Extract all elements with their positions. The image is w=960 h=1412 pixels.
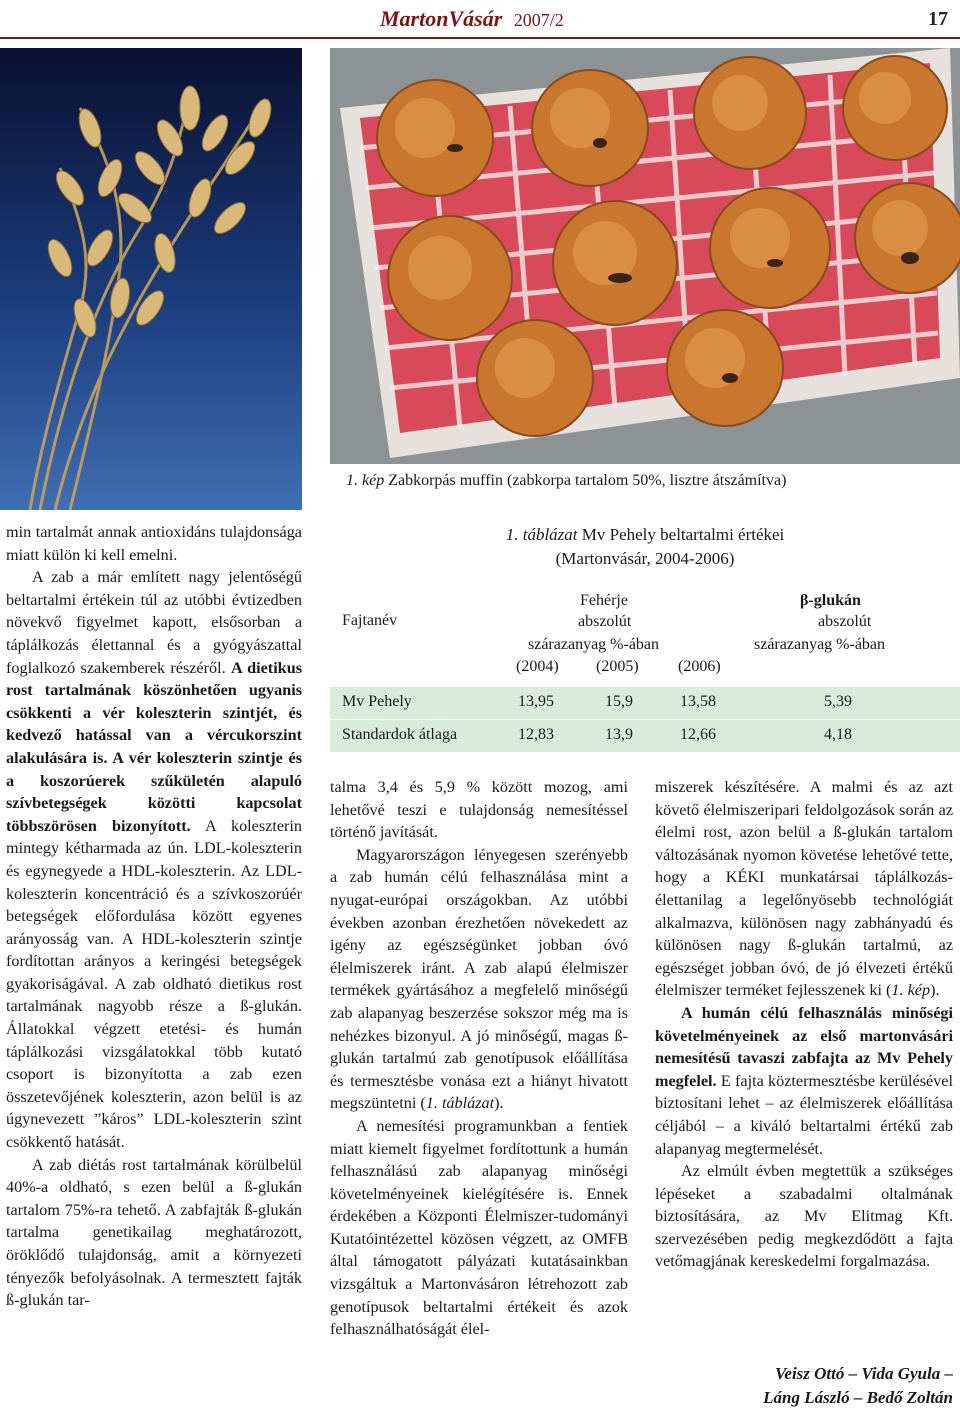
paragraph [330, 844, 628, 1115]
paragraph: min tartalmát annak antioxidáns tulajdonsága miatt külön ki kell emelni. [6, 523, 302, 564]
paragraph [6, 566, 302, 1153]
table-reference: 1. táblázat [425, 1094, 495, 1113]
text-run: ). [494, 1094, 504, 1113]
row-2006: 13,58 [680, 693, 716, 710]
text-column-1 [6, 521, 302, 1312]
row-variety: Mv Pehely [342, 693, 412, 710]
header-rule [0, 37, 960, 39]
journal-brand: MartonVásár [380, 6, 503, 31]
header-protein-1: Fehérje [580, 592, 628, 609]
row-glucan: 5,39 [824, 693, 852, 710]
muffin-photo [330, 48, 960, 464]
table-row [330, 720, 960, 752]
table-label: 1. táblázat [505, 525, 578, 544]
paragraph: A nemesítési programunkban a fentiek miatt kiemelt figyelmet fordítottunk a humán felhasználású zab alapanyag minőségi követelményeinek kielégítésére is. Ennek érdekében a Központi Élelmiszer-tudományi Kutatóintézettel közösen végzett, az OMFB által támogatott pályázati kutatásainkban vizsgáltuk a Martonvásáron létrehozott zab genotípusok beltartalmi értékeit és azok felhasználhatóságát élel- [330, 1116, 628, 1339]
oat-plant-photo [0, 48, 302, 510]
row-2004: 12,83 [518, 726, 554, 743]
table-title-line2: (Martonvásár, 2004-2006) [555, 549, 735, 568]
text-column-3 [655, 776, 953, 1273]
caption-label: 1. kép [346, 472, 385, 489]
header-protein-2: abszolút [578, 613, 632, 630]
text-run: Magyarországon lényegesen szerényebb a zab humán célú felhasználása mint a nyugat-európai országokban. Az utóbbi években azonban érezhetően növekedett az igény az egészségünket jobban óvó élelmiszerek iránt. A zab alapú élelmiszer termékek gyártásához a megfelelő minőségű zab alapanyag beszerzése sokszor még ma is nehézkes bizonyul. A jó minőségű, magas ß-glukán tartalmú zab genotípusok előállítása és termesztésbe vonása ezt a hiányt hivatott megszüntetni ( [330, 845, 628, 1113]
paragraph: Az elmúlt évben megtettük a szükséges lépéseket a szabadalmi oltalmának biztosítására, az Mv Elitmag Kft. szervezésében pedig megkezdődött a fajta vetőmagjának kereskedelmi forgalmazása. [655, 1162, 953, 1271]
header-year-2004: (2004) [516, 658, 559, 675]
journal-issue: 2007/2 [513, 10, 564, 30]
table-row [330, 687, 960, 719]
caption-text: Zabkorpás muffin (zabkorpa tartalom 50%, lisztre átszámítva) [388, 472, 787, 489]
authors-line2: Láng László – Bedő Zoltán [763, 1388, 953, 1407]
oat-plant-illustration [0, 48, 302, 510]
photo-caption [346, 472, 946, 490]
row-2005: 13,9 [605, 726, 633, 743]
header-protein-3: szárazanyag %-ában [528, 636, 660, 653]
bold-text-run: A humán célú felhasználás minőségi követelményeinek az első martonvásári nemesítésű tavaszi zabfajta az Mv Pehely megfelel. [655, 1003, 953, 1090]
paragraph [655, 776, 953, 1002]
text-run: A koleszterin mintegy kétharmada az ún. LDL-koleszterin és egynegyede a HDL-koleszterin. Az LDL-koleszterin koncentráció és a szívkoszorúér betegségek előfordulása között egyenes arányosság van. A HDL-koleszterin szintje fordítottan arányos a keringési betegségek gyakoriságával. A zab oldható dietikus rost tartalmának nagyobb része a ß-glukán. Állatokkal végzett etetési- és humán táplálkozási vizsgálatokkal több kutató csoport is bizonyította a zab ezen összetevőjének koleszterin, azon belül is az úgynevezett ”káros” LDL-koleszterin szint csökkentő hatását. [6, 816, 302, 1152]
header-year-2006: (2006) [678, 658, 721, 675]
bold-text-run: A dietikus rost tartalmának köszönhetően ugyanis csökkenti a vér koleszterin szintjét, és kedvező hatással van a vércukorszint alakulására is. A vér koleszterin szintje és a koszorúerek szűkületén alapuló szívbetegségek közötti kapcsolat többszörösen bizonyított. [6, 658, 302, 835]
header-glucan-1: β-glukán [800, 592, 861, 609]
paragraph [655, 1002, 953, 1160]
row-glucan: 4,18 [824, 726, 852, 743]
page-number: 17 [928, 8, 948, 30]
header-variety: Fajtanév [342, 612, 398, 629]
paragraph: talma 3,4 és 5,9 % között mozog, ami lehetővé teszi e tulajdonság nemesítéssel történő javítását. [330, 778, 628, 842]
text-run: A zab a már említett nagy jelentőségű beltartalmi értékein túl az utóbbi évtizedben növekvő figyelmet kapott, elsősorban a táplálkozás élettannal és a gyógyászattal foglalkozó szakemberek részéről. [6, 568, 302, 677]
header-glucan-2: abszolút [818, 613, 872, 630]
text-run: E fajta köztermesztésbe kerülésével biztosítani lehet – az élelmiszerek előállítása céljából – a kiváló beltartalmi értékű zab alapanyag megtermelését. [655, 1071, 953, 1158]
text-column-2 [330, 776, 628, 1341]
muffin-illustration [330, 48, 960, 464]
row-2005: 15,9 [605, 693, 633, 710]
journal-title [380, 6, 564, 32]
page-header [0, 0, 960, 40]
authors-line1: Veisz Ottó – Vida Gyula – [774, 1364, 953, 1383]
row-variety: Standardok átlaga [342, 726, 458, 743]
nutrition-table [330, 586, 960, 752]
header-glucan-3: szárazanyag %-ában [754, 636, 886, 653]
table-title [330, 523, 960, 571]
paragraph: A zab diétás rost tartalmának körülbelül 40%-a oldható, s ezen belül a ß-glukán tartalom 75%-ra tehető. A zabfajták ß-glukán tartalma genetikailag meghatározott, öröklődő tulajdonság, amit a környezeti tényezők befolyásolnak. A termesztett fajták ß-glukán tar- [6, 1155, 302, 1310]
text-run: ). [930, 981, 940, 1000]
table-title-line1: Mv Pehely beltartalmi értékei [581, 525, 785, 544]
authors [655, 1362, 953, 1410]
row-2006: 12,66 [680, 726, 716, 743]
row-2004: 13,95 [518, 693, 554, 710]
header-year-2005: (2005) [596, 658, 639, 675]
text-run: miszerek készítésére. A malmi és az azt követő élelmiszeripari feldolgozások során az élelmi rost, azon belül a ß-glukán tartalom változásának nyomon követése lehetővé tette, hogy a KÉKI munkatársai táplálkozás-élettanilag a legelőnyösebb technológiát alkalmazva, különösen nagy zabhányadú és különösen nagy ß-glukán tartalmú, az egészséget jobban óvó, de jó élvezeti értékű élelmiszer terméket fejlesszenek ki ( [655, 778, 953, 1000]
figure-reference: 1. kép [891, 981, 931, 1000]
table-header [330, 586, 960, 686]
